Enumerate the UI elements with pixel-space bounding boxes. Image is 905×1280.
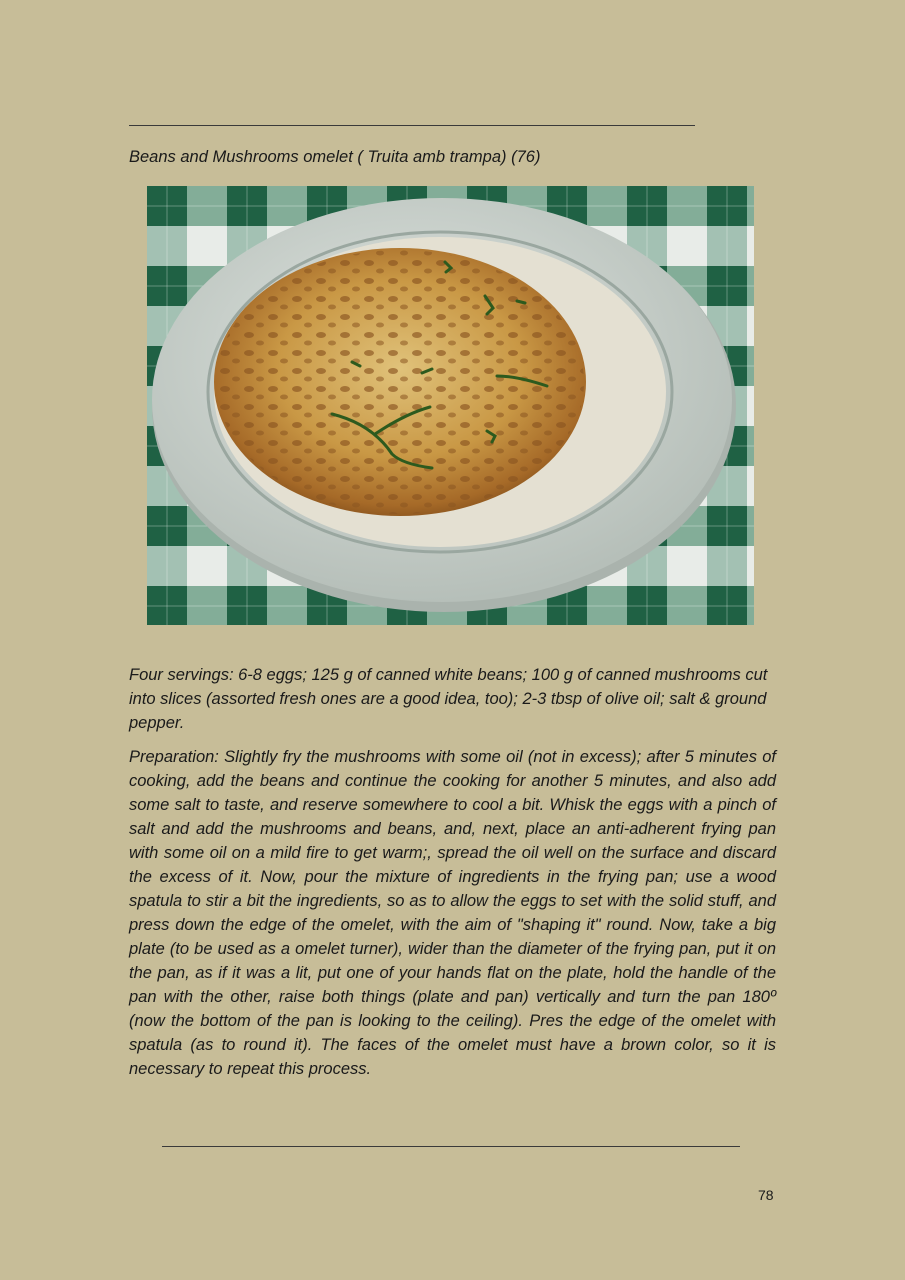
omelet-photo xyxy=(147,186,754,625)
recipe-title: Beans and Mushrooms omelet ( Truita amb trampa) (76) xyxy=(129,148,541,166)
servings-paragraph: Four servings: 6-8 eggs; 125 g of canned white beans; 100 g of canned mushrooms cut into slices (assorted fresh ones are a good idea, too); 2-3 tbsp of olive oil; salt & ground pepper. xyxy=(129,666,768,732)
bottom-divider xyxy=(162,1146,740,1147)
page-number: 78 xyxy=(758,1187,774,1203)
top-divider xyxy=(129,125,695,126)
preparation-paragraph: Preparation: Slightly fry the mushrooms with some oil (not in excess); after 5 minutes of cooking, add the beans and continue the cooking for another 5 minutes, and also add some salt to taste, and reserve somewhere to cool a bit. Whisk the eggs with a pinch of salt and add the mushrooms and beans, and, next, place an anti-adherent frying pan with some oil on a mild fire to get warm;, spread the oil well on the surface and discard the excess of it. Now, pour the mixture of ingredients in the frying pan; use a wood spatula to stir a bit the ingredients, so as to allow the eggs to set with the solid stuff, and press down the edge of the omelet, with the aim of "shaping it" round. Now, take a big plate (to be used as a omelet turner), wider than the diameter of the frying pan, put it on the pan, as if it was a lit, put one of your hands flat on the plate, hold the handle of the pan with the other, raise both things (plate and pan) vertically and turn the pan 180º (now the bottom of the pan is looking to the ceiling). Pres the edge of the omelet with spatula (as to round it). The faces of the omelet must have a brown color, so it is necessary to repeat this process. xyxy=(129,748,776,1078)
omelet-illustration xyxy=(147,186,754,625)
